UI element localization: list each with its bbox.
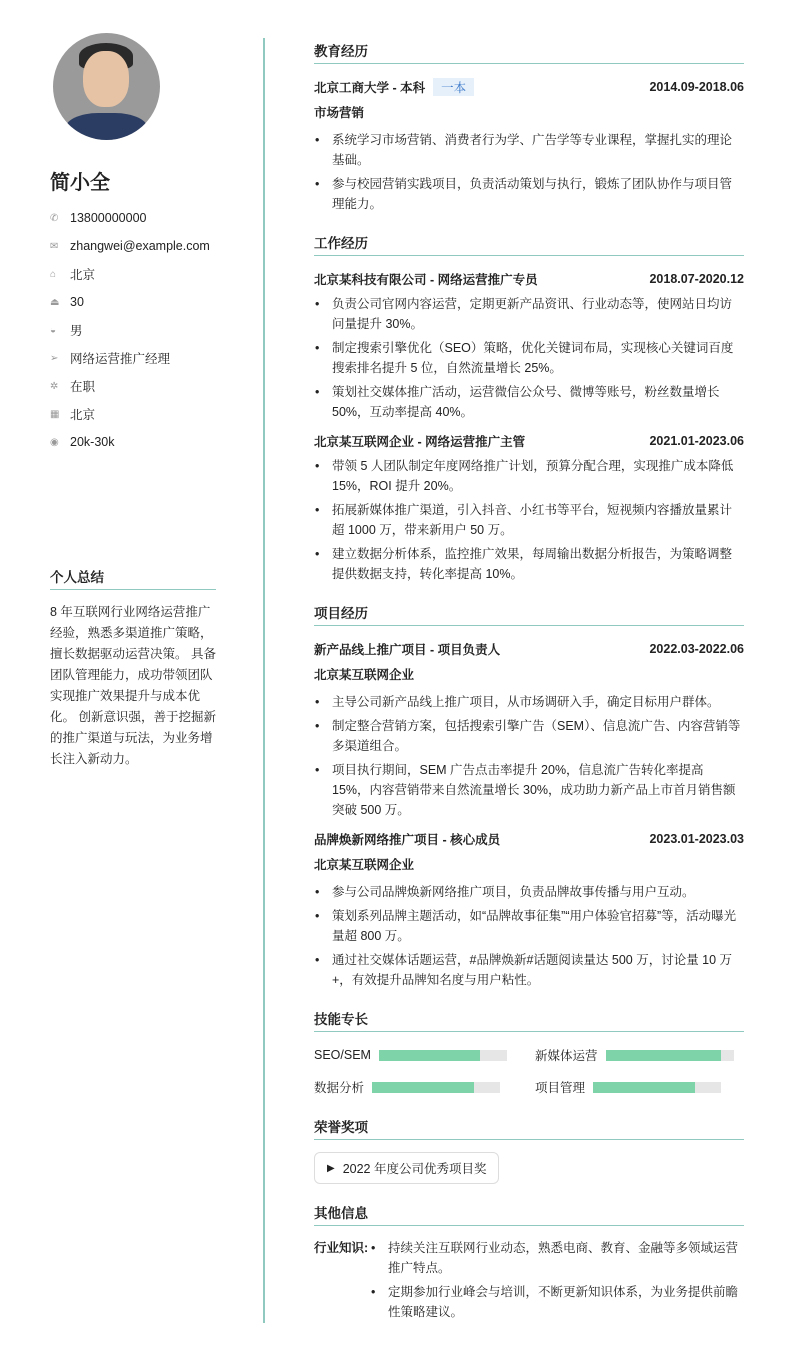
date: 2014.09-2018.06: [649, 80, 744, 94]
bullet: • 系统学习市场营销、消费者行为学、广告学等专业课程，掌握扎实的理论基础。: [314, 130, 744, 170]
sidebar: [50, 33, 216, 456]
location-row: [50, 260, 216, 288]
skill-fill: [606, 1050, 721, 1061]
date: 2018.07-2020.12: [649, 272, 744, 286]
bullet: • 主导公司新产品线上推广项目，从市场调研入手，确定目标用户群体。: [314, 692, 744, 712]
education-section: [314, 40, 744, 214]
status: 在职: [70, 380, 96, 394]
section-title: 荣誉奖项: [314, 1116, 744, 1140]
bullet: • 策划社交媒体推广活动，运营微信公众号、微博等账号，粉丝数量增长 50%，互动率提高 40%。: [314, 382, 744, 422]
city-row: [50, 400, 216, 428]
profile-name: 简小全: [50, 172, 110, 194]
projects-section: [314, 602, 744, 990]
contact-info: [50, 204, 216, 456]
skill-item: [535, 1044, 744, 1066]
bullet: • 参与公司品牌焕新网络推广项目，负责品牌故事传播与用户互动。: [314, 882, 744, 902]
phone-icon: ✆: [50, 212, 59, 224]
skill-bar: [593, 1082, 721, 1093]
gender-row: [50, 316, 216, 344]
skill-bar: [372, 1082, 500, 1093]
bullet: • 参与校园营销实践项目，负责活动策划与执行，锻炼了团队协作与项目管理能力。: [314, 174, 744, 214]
mail-icon: ✉: [50, 240, 59, 252]
tier-tag: 一本: [433, 78, 474, 96]
other-label: 行业知识:: [314, 1241, 369, 1255]
summary-text: 8 年互联网行业网络运营推广经验，熟悉多渠道推广策略，擅长数据驱动运营决策。 具备团队管理能力，成功带领团队实现推广效果提升与成本优化。 创新意识强，善于挖掘新的推广渠道与玩法，为业务增长注入新动力。: [50, 605, 216, 766]
school: 北京工商大学 - 本科: [314, 81, 426, 95]
skill-bar: [379, 1050, 507, 1061]
cake-icon: ⏏: [50, 296, 60, 308]
job-title: 北京某互联网企业 - 网络运营推广主管: [314, 435, 526, 449]
skills-section: [314, 1008, 744, 1098]
home-icon: ⌂: [50, 268, 57, 280]
project-title: 新产品线上推广项目 - 项目负责人: [314, 643, 501, 657]
job-title: 北京某科技有限公司 - 网络运营推广专员: [314, 273, 538, 287]
project-entry: [314, 638, 744, 820]
skill-item: [314, 1044, 535, 1066]
awards-section: [314, 1116, 744, 1184]
bullet: • 持续关注互联网行业动态，熟悉电商、教育、金融等多领域运营推广特点。: [370, 1238, 744, 1278]
skill-bar: [606, 1050, 734, 1061]
triangle-right-icon: ▶: [327, 1162, 335, 1174]
skill-fill: [372, 1082, 474, 1093]
skill-fill: [379, 1050, 480, 1061]
award-item[interactable]: [314, 1152, 499, 1184]
avatar: [53, 33, 160, 140]
age: 30: [70, 295, 84, 309]
section-title: 工作经历: [314, 232, 744, 256]
work-entry: [314, 430, 744, 584]
section-title: 项目经历: [314, 602, 744, 626]
award-label: 2022 年度公司优秀项目奖: [342, 1162, 487, 1176]
skill-name: 新媒体运营: [535, 1049, 598, 1063]
building-icon: ▦: [50, 408, 60, 420]
bullet: • 拓展新媒体推广渠道，引入抖音、小红书等平台，短视频内容播放量累计超 1000 万，带来新用户 50 万。: [314, 500, 744, 540]
salary: 20k-30k: [70, 435, 115, 449]
bullet: • 建立数据分析体系，监控推广效果，每周输出数据分析报告，为策略调整提供数据支持，转化率提高 10%。: [314, 544, 744, 584]
status-row: [50, 372, 216, 400]
salary-row: [50, 428, 216, 456]
skill-item: [535, 1076, 744, 1098]
phone-row: [50, 204, 216, 232]
gender: 男: [70, 324, 83, 338]
date: 2023.01-2023.03: [649, 832, 744, 846]
target-icon: ◉: [50, 436, 59, 448]
project-title: 品牌焕新网络推广项目 - 核心成员: [314, 833, 501, 847]
bullet: • 通过社交媒体话题运营，#品牌焕新#话题阅读量达 500 万，讨论量 10 万+，有效提升品牌知名度与用户粘性。: [314, 950, 744, 990]
bullet: • 负责公司官网内容运营，定期更新产品资讯、行业动态等，使网站日均访问量提升 30%。: [314, 294, 744, 334]
city: 北京: [70, 408, 96, 422]
main-content: [314, 40, 744, 1344]
major: 市场营销: [314, 106, 365, 120]
date: 2022.03-2022.06: [649, 642, 744, 656]
section-title: 其他信息: [314, 1202, 744, 1226]
location: 北京: [70, 268, 96, 282]
age-row: [50, 288, 216, 316]
skill-fill: [593, 1082, 695, 1093]
section-title: 技能专长: [314, 1008, 744, 1032]
email-row: [50, 232, 216, 260]
skill-name: 项目管理: [535, 1081, 586, 1095]
skill-name: SEO/SEM: [314, 1048, 371, 1062]
phone: 13800000000: [70, 211, 147, 225]
gender-icon: ◒: [50, 324, 57, 336]
skill-item: [314, 1076, 535, 1098]
other-section: [314, 1202, 744, 1326]
status-icon: ✲: [50, 380, 59, 392]
position: 网络运营推广经理: [70, 352, 171, 366]
bullet: • 制定整合营销方案，包括搜索引擎广告（SEM）、信息流广告、内容营销等多渠道组合。: [314, 716, 744, 756]
divider: [263, 38, 265, 1323]
skill-name: 数据分析: [314, 1081, 365, 1095]
org: 北京某互联网企业: [314, 668, 415, 682]
bullet: • 定期参加行业峰会与培训，不断更新知识体系，为业务提供前瞻性策略建议。: [370, 1282, 744, 1322]
section-title: 个人总结: [50, 566, 216, 590]
work-section: [314, 232, 744, 584]
email: zhangwei@example.com: [70, 239, 210, 253]
summary-section: [50, 566, 216, 770]
bullet: • 带领 5 人团队制定年度网络推广计划，预算分配合理，实现推广成本降低 15%，ROI 提升 20%。: [314, 456, 744, 496]
bullet: • 项目执行期间，SEM 广告点击率提升 20%，信息流广告转化率提高 15%，内容营销带来自然流量增长 30%，成功助力新产品上市首月销售额突破 500 万。: [314, 760, 744, 820]
bullet: • 制定搜索引擎优化（SEO）策略，优化关键词布局，实现核心关键词百度搜索排名提升 5 位，自然流量增长 25%。: [314, 338, 744, 378]
position-row: [50, 344, 216, 372]
project-entry: [314, 828, 744, 990]
section-title: 教育经历: [314, 40, 744, 64]
work-entry: [314, 268, 744, 422]
send-icon: ➢: [50, 352, 59, 364]
bullet: • 策划系列品牌主题活动，如“品牌故事征集”“用户体验官招募”等，活动曝光量超 800 万。: [314, 906, 744, 946]
date: 2021.01-2023.06: [649, 434, 744, 448]
org: 北京某互联网企业: [314, 858, 415, 872]
